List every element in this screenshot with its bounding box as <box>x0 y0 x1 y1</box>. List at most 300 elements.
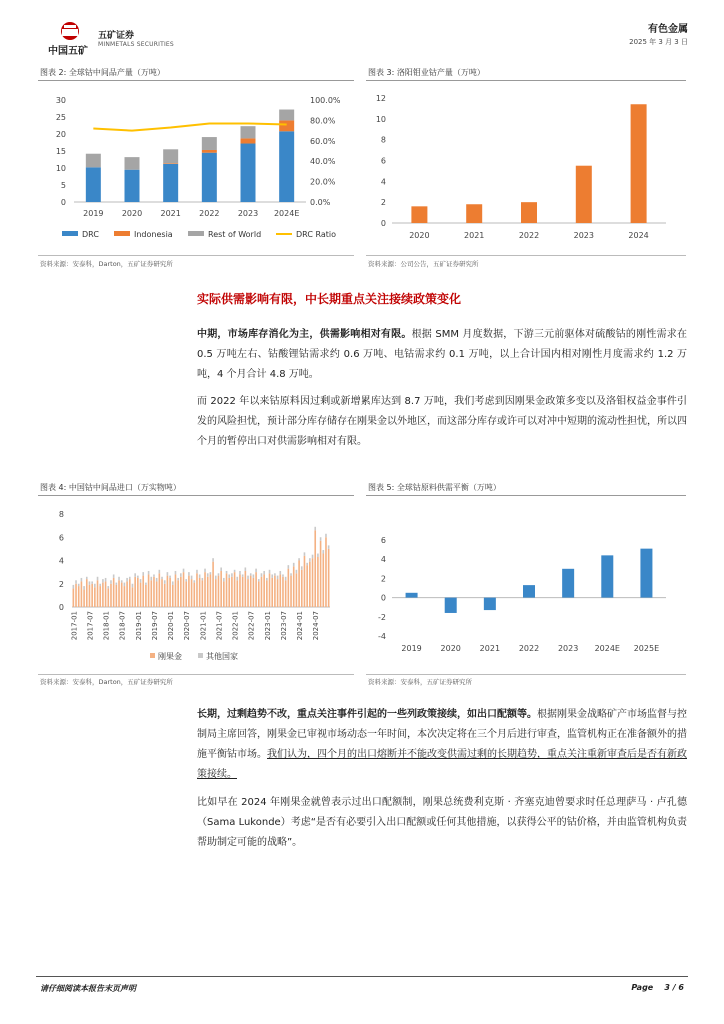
fig2-bar-rest-of-world <box>86 154 101 168</box>
fig4-bar-other <box>180 573 182 576</box>
fig5-bar <box>484 598 496 610</box>
fig2-y2tick-label: 40.0% <box>310 157 336 167</box>
paragraph-1-lead: 中期，市场库存消化为主，供需影响相对有限。 <box>197 329 412 340</box>
fig4-bar-drc <box>78 586 80 607</box>
fig4-bar-drc <box>253 578 255 607</box>
fig4-bar-drc <box>288 569 290 607</box>
fig2-legend-swatch <box>62 231 78 236</box>
fig4-bar-other <box>263 571 265 574</box>
fig4-xtick-label: 2017-07 <box>86 611 95 641</box>
fig4-bar-other <box>277 576 279 579</box>
fig4-bar-drc <box>118 580 120 607</box>
fig4-bar-drc <box>220 571 222 607</box>
fig4-xtick-label: 2018-01 <box>102 611 111 641</box>
fig4-ytick-label: 8 <box>58 510 64 519</box>
fig4-bar-drc <box>83 590 85 607</box>
fig4-bar-drc <box>309 562 311 607</box>
paragraph-2-body: 而 2022 年以来钴原料因过剩或新增累库达到 8.7 万吨，我们考虑到因刚果金政策多变以及洛钼权益金事件引发的风险担忧，预计部分库存储存在刚果金以外地区，而这部分库存或许可以对冲中短期的流动性担忧，所以四个月的暂停出口对供需影响相对有限。 <box>197 396 687 447</box>
fig4-bar-other <box>250 573 252 575</box>
fig4-xtick-label: 2024-07 <box>312 611 321 641</box>
fig4-bar-drc <box>312 558 314 607</box>
fig4-bar-drc <box>293 566 295 607</box>
fig2-bar-indonesia <box>163 163 178 164</box>
fig4-bar-drc <box>204 572 206 607</box>
fig4-bar-other <box>164 580 166 583</box>
fig4-bar-other <box>304 552 306 555</box>
fig4-bar-drc <box>296 573 298 607</box>
fig2-ytick-label: 25 <box>55 113 66 122</box>
fig4-bar-other <box>239 571 241 574</box>
fig4-bar-other <box>325 534 327 537</box>
fig4-bar-drc <box>99 586 101 607</box>
fig4-bar-drc <box>81 581 83 607</box>
fig5-ytick-label: 4 <box>380 555 386 565</box>
fig4-title: 图表 4: 中国钴中间品进口（万实物吨） <box>40 483 181 492</box>
fig2-ytick-label: 15 <box>55 147 66 156</box>
fig4-ytick-label: 0 <box>58 603 64 612</box>
fig4-bar-drc <box>177 580 179 607</box>
fig4-bar-other <box>253 574 255 577</box>
fig4-xtick-label: 2019-07 <box>150 611 159 641</box>
fig4-bar-other <box>156 578 158 581</box>
fig3-xtick-label: 2022 <box>518 231 540 240</box>
paragraph-2 <box>197 392 687 452</box>
fig4-bar-drc <box>210 574 212 607</box>
fig5-xtick-label: 2023 <box>557 644 579 653</box>
fig4-bar-other <box>223 578 225 581</box>
fig4-bar-other <box>298 558 300 560</box>
fig4-top-rule <box>38 495 354 496</box>
fig4-ytick-label: 2 <box>58 579 64 589</box>
fig4-bar-other <box>161 577 163 579</box>
fig3-top-rule <box>366 80 686 81</box>
fig4-bar-drc <box>266 580 268 607</box>
fig4-bar-drc <box>169 578 171 607</box>
fig2-ytick-label: 5 <box>60 181 66 190</box>
fig4-xtick-label: 2023-01 <box>263 611 272 641</box>
fig2-bar-rest-of-world <box>279 110 294 121</box>
fig4-bar-other <box>296 570 298 573</box>
brand-name-en: MINMETALS SECURITIES <box>98 41 174 48</box>
fig4-bar-other <box>322 550 324 553</box>
fig4-bar-other <box>204 569 206 572</box>
fig2-chart <box>38 84 358 249</box>
fig4-bar-drc <box>290 576 292 607</box>
fig4-bar-drc <box>212 562 214 607</box>
fig4-bar-drc <box>228 578 230 607</box>
fig3-xtick-label: 2020 <box>409 231 430 240</box>
fig3-bar <box>411 206 427 223</box>
fig4-source: 资料来源：安泰科，Darton，五矿证券研究所 <box>40 678 173 686</box>
fig4-bar-other <box>269 570 271 573</box>
fig4-bar-drc <box>328 549 330 607</box>
fig2-bar-rest-of-world <box>163 149 178 163</box>
fig3-ytick-label: 2 <box>380 198 386 208</box>
fig4-bar-drc <box>164 584 166 607</box>
fig2-bar-rest-of-world <box>241 126 256 138</box>
fig2-bar-indonesia <box>202 150 217 153</box>
fig4-bar-other <box>247 576 249 579</box>
fig5-bar <box>523 585 535 597</box>
fig4-bar-drc <box>231 577 233 607</box>
fig5-chart <box>366 500 686 670</box>
fig3-chart <box>366 84 686 249</box>
fig4-bar-other <box>231 573 233 576</box>
fig4-bar-drc <box>91 584 93 607</box>
fig4-bar-other <box>271 574 273 577</box>
fig4-bar-drc <box>124 586 126 607</box>
paragraph-3 <box>197 705 687 785</box>
fig4-bar-drc <box>202 580 204 607</box>
fig4-bar-drc <box>274 576 276 607</box>
fig4-xtick-label: 2018-07 <box>118 611 127 641</box>
fig2-xtick-label: 2022 <box>199 209 220 218</box>
fig5-bar <box>601 555 613 597</box>
fig2-xtick-label: 2023 <box>237 209 259 218</box>
fig4-bar-drc <box>113 578 115 607</box>
fig4-bar-drc <box>86 579 88 607</box>
fig5-ytick-label: -2 <box>378 612 386 622</box>
fig4-bar-other <box>169 576 171 578</box>
fig4-bar-other <box>110 580 112 583</box>
fig4-bar-drc <box>89 585 91 607</box>
fig2-drc-ratio-line <box>93 123 286 130</box>
fig4-xtick-label: 2019-01 <box>134 611 143 641</box>
fig4-legend-label: 刚果金 <box>158 652 182 661</box>
company-name: 中国五矿 <box>48 46 88 57</box>
fig4-bar-drc <box>97 580 99 607</box>
fig4-bar-other <box>177 578 179 580</box>
fig4-bar-other <box>218 573 220 575</box>
fig4-bar-other <box>148 571 150 574</box>
fig4-bar-drc <box>156 581 158 607</box>
fig4-bar-drc <box>269 573 271 607</box>
fig4-bar-other <box>113 574 115 577</box>
fig2-bar-drc <box>163 164 178 202</box>
fig4-bar-other <box>274 573 276 575</box>
fig4-xtick-label: 2023-07 <box>279 611 288 641</box>
paragraph-1 <box>197 325 687 385</box>
fig4-legend-swatch <box>198 653 203 658</box>
fig3-xtick-label: 2021 <box>464 231 485 240</box>
fig2-y2tick-label: 0.0% <box>310 198 331 207</box>
fig4-bar-drc <box>150 580 152 607</box>
fig4-bar-other <box>306 563 308 565</box>
fig3-ytick-label: 8 <box>380 135 386 145</box>
fig4-bar-drc <box>196 573 198 607</box>
fig4-bar-drc <box>258 581 260 607</box>
footer-disclaimer: 请仔细阅读本报告末页声明 <box>40 984 136 993</box>
fig3-source: 资料来源：公司公告，五矿证券研究所 <box>368 260 479 268</box>
fig4-bar-drc <box>132 587 134 607</box>
fig4-bar-drc <box>207 577 209 607</box>
fig5-bottom-rule <box>366 674 686 675</box>
fig2-legend-label: Indonesia <box>134 230 173 239</box>
fig4-bar-other <box>124 583 126 586</box>
fig3-xtick-label: 2024 <box>628 231 649 240</box>
fig5-xtick-label: 2022 <box>518 644 540 653</box>
page-number: Page 3 / 6 <box>631 983 684 992</box>
fig2-ytick-label: 0 <box>60 198 66 207</box>
fig4-bar-other <box>153 574 155 576</box>
fig4-xtick-label: 2021-07 <box>215 611 224 641</box>
fig2-bar-rest-of-world <box>202 137 217 150</box>
fig4-bar-drc <box>191 579 193 607</box>
fig4-bar-other <box>309 558 311 561</box>
fig4-bar-other <box>234 570 236 572</box>
fig4-bar-drc <box>234 572 236 607</box>
fig4-bar-drc <box>167 576 169 607</box>
fig4-bar-other <box>159 570 161 573</box>
fig4-bar-drc <box>223 581 225 607</box>
fig4-xtick-label: 2024-01 <box>296 611 305 641</box>
sector-label: 有色金属 <box>648 24 688 35</box>
fig4-bar-other <box>137 576 139 578</box>
fig3-ytick-label: 4 <box>380 177 386 187</box>
fig4-bar-drc <box>105 581 107 607</box>
fig4-bar-drc <box>102 583 104 607</box>
fig4-bar-other <box>312 555 314 558</box>
fig2-bar-drc <box>202 153 217 202</box>
fig2-bottom-rule <box>38 255 354 256</box>
fig4-bar-other <box>279 571 281 574</box>
fig5-ytick-label: 0 <box>380 593 386 603</box>
brand-name: 五矿证券 <box>98 31 135 41</box>
fig4-chart <box>38 500 358 670</box>
fig4-bar-other <box>183 569 185 572</box>
fig4-bar-other <box>118 577 120 580</box>
fig4-bar-drc <box>75 584 77 607</box>
paragraph-4 <box>197 793 687 853</box>
fig4-bar-drc <box>145 585 147 607</box>
fig5-ytick-label: 6 <box>380 536 386 545</box>
fig4-bar-drc <box>73 588 75 607</box>
fig4-bar-other <box>167 572 169 575</box>
fig2-legend-label: Rest of World <box>208 230 262 239</box>
fig2-legend-swatch <box>114 231 130 236</box>
section-title: 实际供需影响有限，中长期重点关注接续政策变化 <box>197 292 462 306</box>
fig4-bar-other <box>99 584 101 586</box>
fig4-bar-drc <box>137 578 139 607</box>
fig5-bar <box>640 549 652 598</box>
brand-block <box>98 28 174 48</box>
fig4-bar-other <box>317 554 319 557</box>
fig4-bar-drc <box>261 577 263 607</box>
fig2-bar-drc <box>241 144 256 202</box>
report-date: 2025 年 3 月 3 日 <box>629 38 688 46</box>
fig4-bar-other <box>91 581 93 583</box>
fig4-bar-drc <box>314 530 316 607</box>
fig2-bar-indonesia <box>279 120 294 131</box>
fig2-xtick-label: 2024E <box>273 209 300 218</box>
paragraph-3-body: 根据刚果金战略矿产市场监督与控制局主席回答，刚果金已审视市场动态一年时间，本次决定将在三个月后进行审查，监管机构正在准备额外的措施平衡钴市场。 <box>197 709 687 760</box>
fig2-legend-swatch <box>188 231 204 236</box>
fig3-title: 图表 3: 洛阳钼业钴产量（万吨） <box>368 68 485 77</box>
fig4-bar-drc <box>255 572 257 607</box>
fig4-bar-drc <box>247 579 249 607</box>
fig4-bar-drc <box>183 572 185 607</box>
fig2-source: 资料来源：安泰科，Darton，五矿证券研究所 <box>40 260 173 268</box>
fig4-ytick-label: 4 <box>58 556 64 566</box>
fig4-bar-drc <box>215 579 217 607</box>
fig3-ytick-label: 10 <box>375 114 386 124</box>
fig4-bar-drc <box>199 578 201 607</box>
paragraph-3-view: 我们认为，四个月的出口熔断并不能改变供需过剩的长期趋势，重点关注重新审查后是否有新政策接续。 <box>197 749 687 780</box>
fig4-bar-drc <box>126 581 128 607</box>
fig4-bar-drc <box>298 561 300 608</box>
fig4-bar-other <box>212 558 214 561</box>
fig4-bar-drc <box>116 585 118 607</box>
fig3-bar <box>576 166 592 223</box>
fig4-bar-drc <box>148 574 150 607</box>
fig4-bar-other <box>175 571 177 574</box>
fig4-bar-other <box>75 580 77 583</box>
fig4-bar-drc <box>263 574 265 607</box>
fig4-bottom-rule <box>38 674 354 675</box>
fig4-bar-other <box>202 578 204 580</box>
fig4-bar-other <box>142 572 144 575</box>
fig4-bar-other <box>150 577 152 580</box>
fig4-bar-other <box>126 578 128 581</box>
fig4-xtick-label: 2017-01 <box>70 611 79 641</box>
fig5-xtick-label: 2024E <box>594 644 620 653</box>
fig4-bar-other <box>282 574 284 576</box>
fig2-y2tick-label: 60.0% <box>310 136 336 146</box>
fig4-bar-drc <box>239 574 241 607</box>
fig4-bar-other <box>185 579 187 581</box>
fig4-bar-other <box>145 583 147 585</box>
fig5-ytick-label: -4 <box>378 632 386 641</box>
fig2-ytick-label: 30 <box>55 96 66 105</box>
fig4-bar-other <box>193 580 195 582</box>
fig4-bar-other <box>191 576 193 579</box>
fig3-ytick-label: 6 <box>380 156 386 166</box>
fig4-bar-other <box>129 577 131 579</box>
fig2-bar-drc <box>125 170 140 202</box>
fig4-bar-other <box>121 580 123 582</box>
fig4-bar-other <box>236 577 238 580</box>
paragraph-1-body: 根据 SMM 月度数据，下游三元前驱体对硫酸钴的刚性需求在 0.5 万吨左右、钴酸锂钴需求约 0.6 万吨、电钴需求约 0.1 万吨，以上合计国内相对刚性月度需求约 1.2 万吨，4 个月合计 4.8 万吨。 <box>197 329 688 380</box>
fig4-legend-label: 其他国家 <box>206 652 238 661</box>
fig5-xtick-label: 2019 <box>401 644 422 653</box>
fig2-legend-label: DRC <box>82 230 99 239</box>
fig4-bar-other <box>320 537 322 540</box>
fig4-bar-other <box>228 574 230 577</box>
fig2-top-rule <box>38 80 354 81</box>
fig4-bar-drc <box>185 581 187 607</box>
fig2-legend-label: DRC Ratio <box>296 230 336 239</box>
fig3-xtick-label: 2023 <box>573 231 594 240</box>
fig4-xtick-label: 2021-01 <box>199 611 208 641</box>
fig2-xtick-label: 2019 <box>83 209 104 218</box>
fig3-bar <box>521 202 537 223</box>
fig4-bar-other <box>245 567 247 570</box>
fig2-bar-drc <box>279 131 294 202</box>
fig5-xtick-label: 2025E <box>633 644 660 653</box>
fig4-bar-other <box>78 584 80 586</box>
fig4-bar-other <box>215 576 217 579</box>
fig4-bar-other <box>83 586 85 589</box>
fig4-bar-drc <box>172 585 174 607</box>
fig4-xtick-label: 2020-07 <box>183 611 192 641</box>
fig4-bar-other <box>172 581 174 584</box>
fig4-bar-other <box>81 578 83 581</box>
fig4-bar-drc <box>250 576 252 607</box>
fig2-bar-indonesia <box>241 138 256 143</box>
fig4-bar-drc <box>218 576 220 607</box>
fig4-bar-other <box>188 572 190 575</box>
fig4-bar-drc <box>134 577 136 607</box>
fig3-ytick-label: 12 <box>375 94 386 103</box>
fig4-bar-drc <box>322 554 324 607</box>
fig4-bar-drc <box>317 557 319 607</box>
fig4-bar-drc <box>175 574 177 607</box>
fig4-legend-swatch <box>150 653 155 658</box>
fig4-bar-other <box>94 584 96 587</box>
fig4-bar-drc <box>188 576 190 607</box>
fig4-bar-drc <box>161 579 163 607</box>
fig4-bar-other <box>199 574 201 577</box>
fig5-bar <box>445 598 457 613</box>
fig4-bar-drc <box>236 580 238 607</box>
fig5-bar <box>562 569 574 598</box>
fig4-bar-drc <box>282 577 284 607</box>
fig4-bar-other <box>97 577 99 580</box>
fig5-bar <box>406 593 418 598</box>
fig4-bar-other <box>207 573 209 576</box>
fig4-bar-drc <box>129 579 131 607</box>
fig4-bar-drc <box>245 571 247 607</box>
fig4-bar-drc <box>121 583 123 607</box>
fig4-bar-drc <box>304 556 306 607</box>
fig4-bar-other <box>258 579 260 581</box>
fig2-y2tick-label: 20.0% <box>310 177 336 187</box>
paragraph-4-body: 比如早在 2024 年刚果金就曾表示过出口配额制，刚果总统费利克斯 · 齐塞克迪曾要求时任总理萨马 · 卢孔德（Sama Lukonde）考虑“是否有必要引入出口配额或任何其他措施，以获得公平的钴价格，并由监管机构负责帮助制定可能的战略”。 <box>197 797 687 848</box>
fig2-bar-drc <box>86 167 101 202</box>
fig4-bar-other <box>266 578 268 580</box>
fig4-bar-other <box>328 545 330 548</box>
fig2-y2tick-label: 100.0% <box>310 96 341 105</box>
fig4-bar-drc <box>140 583 142 607</box>
fig4-bar-other <box>132 584 134 587</box>
fig4-bar-drc <box>306 565 308 607</box>
fig5-source: 资料来源：安泰科，五矿证券研究所 <box>368 678 472 686</box>
fig5-ytick-label: 2 <box>380 574 386 584</box>
fig4-bar-other <box>196 570 198 573</box>
fig5-xtick-label: 2020 <box>440 644 461 653</box>
fig2-ytick-label: 10 <box>55 164 66 173</box>
fig4-bar-other <box>210 572 212 574</box>
fig4-xtick-label: 2022-07 <box>247 611 256 641</box>
fig2-y2tick-label: 80.0% <box>310 116 336 126</box>
fig4-bar-drc <box>142 576 144 607</box>
fig2-title: 图表 2: 全球钴中间品产量（万吨） <box>40 68 165 77</box>
fig4-bar-drc <box>226 573 228 607</box>
fig3-bar <box>466 204 482 223</box>
fig4-bar-other <box>314 527 316 530</box>
fig4-bar-other <box>134 573 136 576</box>
fig4-bar-other <box>288 565 290 568</box>
fig4-bar-drc <box>153 577 155 607</box>
fig4-bar-drc <box>180 577 182 607</box>
fig4-bar-other <box>220 567 222 570</box>
fig4-bar-other <box>73 585 75 588</box>
fig4-bar-other <box>105 578 107 581</box>
fig3-ytick-label: 0 <box>380 219 386 228</box>
fig4-bar-other <box>89 581 91 584</box>
fig4-bar-other <box>226 571 228 573</box>
footer-rule <box>36 976 688 977</box>
